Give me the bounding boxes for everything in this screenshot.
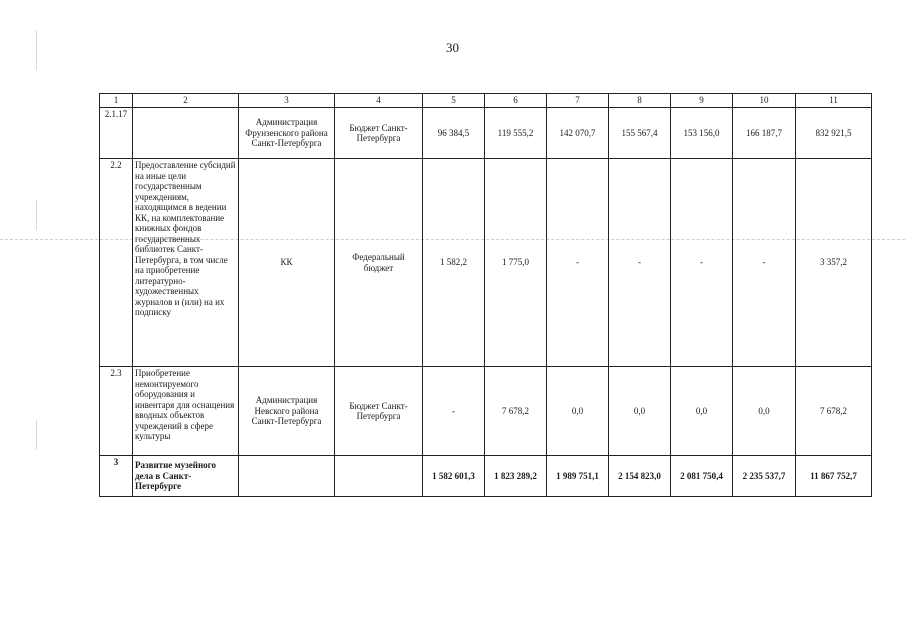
row-value: 2 081 750,4 bbox=[671, 456, 733, 497]
page-number: 30 bbox=[446, 40, 459, 55]
row-total: 11 867 752,7 bbox=[796, 456, 872, 497]
column-header: 4 bbox=[335, 94, 423, 108]
row-value: 96 384,5 bbox=[423, 108, 485, 159]
column-header: 11 bbox=[796, 94, 872, 108]
row-value: 1 775,0 bbox=[485, 159, 547, 367]
row-number: 2.1.17 bbox=[100, 108, 133, 159]
column-header: 2 bbox=[133, 94, 239, 108]
row-source: Бюджет Санкт-Петербурга bbox=[335, 108, 423, 159]
column-header: 7 bbox=[547, 94, 609, 108]
table-row-section-total bbox=[100, 456, 872, 497]
row-name: Приобретение немонтируемого оборудования и инвентаря для оснащения вводных объектов учреждений в сфере культуры bbox=[133, 367, 239, 456]
column-header: 10 bbox=[733, 94, 796, 108]
row-value: 142 070,7 bbox=[547, 108, 609, 159]
row-executor: Администрация Фрунзенского района Санкт-Петербурга bbox=[239, 108, 335, 159]
column-header: 8 bbox=[609, 94, 671, 108]
row-value: 1 989 751,1 bbox=[547, 456, 609, 497]
budget-table bbox=[99, 93, 872, 497]
row-executor: Администрация Невского района Санкт-Петербурга bbox=[239, 367, 335, 456]
row-value: - bbox=[423, 367, 485, 456]
row-executor: КК bbox=[239, 159, 335, 367]
scan-margin-marks bbox=[0, 0, 70, 640]
row-value: 2 154 823,0 bbox=[609, 456, 671, 497]
row-number: 3 bbox=[100, 456, 133, 497]
row-value: - bbox=[733, 159, 796, 367]
row-value: 155 567,4 bbox=[609, 108, 671, 159]
table-header-row bbox=[100, 94, 872, 108]
column-header: 1 bbox=[100, 94, 133, 108]
row-value: 153 156,0 bbox=[671, 108, 733, 159]
row-value: 0,0 bbox=[671, 367, 733, 456]
row-value: 7 678,2 bbox=[485, 367, 547, 456]
row-value: 0,0 bbox=[547, 367, 609, 456]
row-name: Развитие музейного дела в Санкт-Петербурге bbox=[133, 456, 239, 497]
row-name bbox=[133, 108, 239, 159]
row-name: Предоставление субсидий на иные цели государственным учреждениям, находящимся в ведении КК, на комплектование книжных фондов государственных библиотек Санкт-Петербурга, в том числе на приобретение литературно-художественных журналов и (или) на их подписку bbox=[133, 159, 239, 367]
row-number: 2.3 bbox=[100, 367, 133, 456]
row-value: - bbox=[547, 159, 609, 367]
row-value: 119 555,2 bbox=[485, 108, 547, 159]
table-row bbox=[100, 367, 872, 456]
column-header: 9 bbox=[671, 94, 733, 108]
column-header: 5 bbox=[423, 94, 485, 108]
row-value: 166 187,7 bbox=[733, 108, 796, 159]
row-value: 1 823 289,2 bbox=[485, 456, 547, 497]
row-value: - bbox=[609, 159, 671, 367]
row-value: - bbox=[671, 159, 733, 367]
row-value: 1 582,2 bbox=[423, 159, 485, 367]
row-source: Бюджет Санкт-Петербурга bbox=[335, 367, 423, 456]
row-value: 2 235 537,7 bbox=[733, 456, 796, 497]
column-header: 6 bbox=[485, 94, 547, 108]
row-value: 0,0 bbox=[609, 367, 671, 456]
table-row bbox=[100, 159, 872, 367]
column-header: 3 bbox=[239, 94, 335, 108]
row-source: Федеральный бюджет bbox=[335, 159, 423, 367]
row-value: 0,0 bbox=[733, 367, 796, 456]
table-row bbox=[100, 108, 872, 159]
row-total: 3 357,2 bbox=[796, 159, 872, 367]
row-executor bbox=[239, 456, 335, 497]
row-number: 2.2 bbox=[100, 159, 133, 367]
row-total: 832 921,5 bbox=[796, 108, 872, 159]
row-value: 1 582 601,3 bbox=[423, 456, 485, 497]
row-total: 7 678,2 bbox=[796, 367, 872, 456]
row-source bbox=[335, 456, 423, 497]
